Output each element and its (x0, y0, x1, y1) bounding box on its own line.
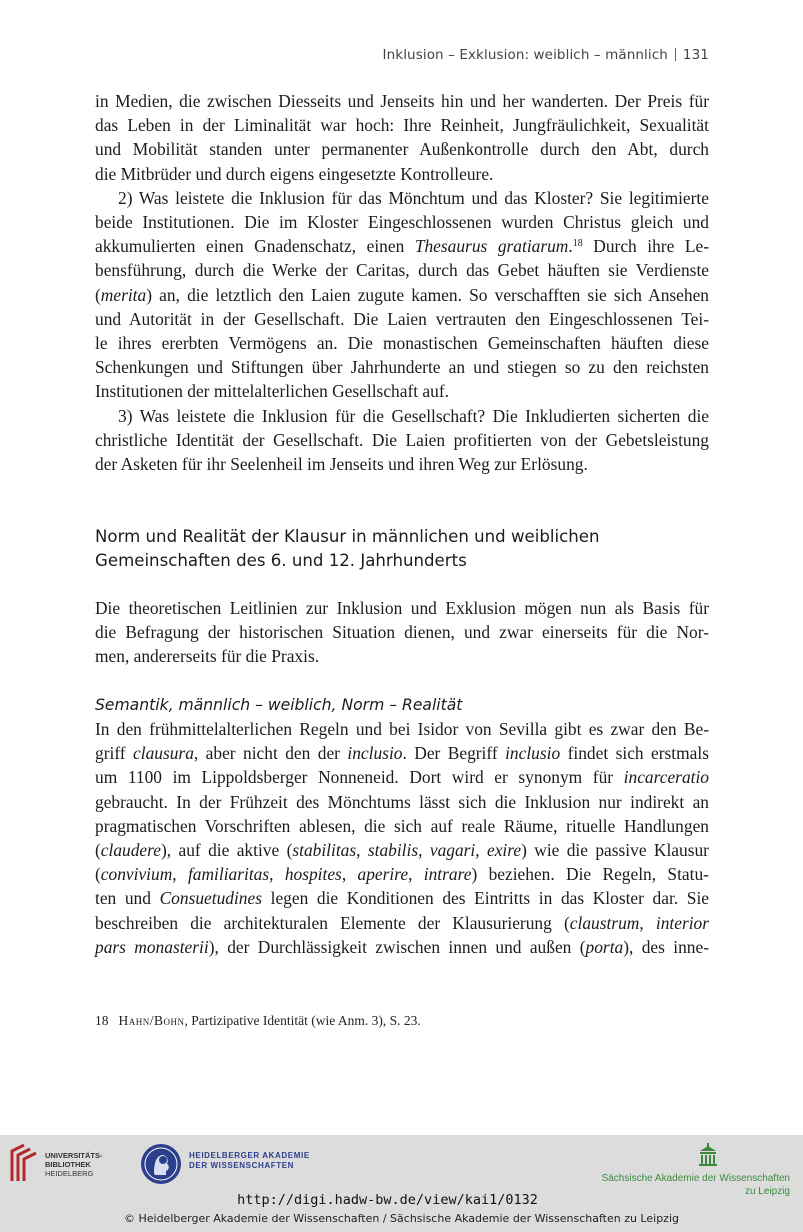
text-line: (convivium, familiaritas, hospites, aperire, intrare) beziehen. Die Regeln, Statu- (95, 864, 709, 885)
body-section-2 (95, 596, 709, 669)
text-line: die Befragung der historischen Situation dienen, und zwar einerseits für die Nor- (95, 622, 709, 643)
university-library-logo-icon[interactable] (8, 1141, 42, 1185)
text-line: 3) Was leistete die Inklusion für die Gesellschaft? Die Inkludierten sicherten die (118, 405, 709, 426)
text-line: und Autorität in der Gesellschaft. Die Laien vertrauten den Eingeschlossenen Tei- (95, 308, 709, 329)
text-line: in Medien, die zwischen Diesseits und Jenseits hin und her wanderten. Der Preis für (95, 91, 709, 111)
section-heading (95, 525, 715, 573)
copyright-notice: © Heidelberger Akademie der Wissenschaften / Sächsische Akademie der Wissenschaften zu Leipzig (123, 1212, 679, 1225)
text-line: bensführung, durch die Werke der Caritas, durch das Gebet häuften sie Verdienste (95, 260, 709, 281)
text-line: pragmatischen Vorschriften ablesen, die sich auf reale Räume, rituelle Handlungen (95, 815, 709, 836)
text-line: le ihres ererbten Vermögens an. Die monastischen Gemeinschaften häuften diese (95, 333, 709, 354)
text-line: 2) Was leistete die Inklusion für das Mönchtum und das Kloster? Sie legitimierte (118, 187, 709, 208)
subheading: Semantik, männlich – weiblich, Norm – Realität (95, 696, 463, 714)
university-library-logo-text: UNIVERSITÄTS- BIBLIOTHEK HEIDELBERG (45, 1151, 103, 1178)
text-line: Institutionen der mittelalterlichen Gesellschaft auf. (95, 381, 449, 402)
running-title: Inklusion – Exklusion: weiblich – männlich (382, 47, 668, 63)
text-line: gebraucht. In der Frühzeit des Mönchtums lässt sich die Inklusion nur indirekt an (95, 791, 709, 812)
body-section-3 (95, 717, 709, 959)
text-line: beide Institutionen. Die im Kloster Eingeschlossenen wurden Christus gleich und (95, 212, 709, 233)
source-url-link[interactable]: http://digi.hadw-bw.de/view/kai1/0132 (237, 1192, 538, 1208)
heading-line: Norm und Realität der Klausur in männlichen und weiblichen (95, 527, 600, 546)
text-line: beschreiben die architekturalen Elemente der Klausurierung (claustrum, interior (95, 912, 710, 933)
running-head (383, 47, 709, 63)
text-line: In den frühmittelalterlichen Regeln und bei Isidor von Sevilla gibt es zwar den Be- (95, 719, 709, 739)
text-line: (merita) an, die letztlich den Laien zugute kamen. So verschafften sie sich Ansehen (95, 284, 709, 305)
text-line: men, andererseits für die Praxis. (95, 646, 320, 667)
text-line: pars monasterii), der Durchlässigkeit zwischen innen und außen (porta), des inne- (95, 936, 710, 957)
footnote (95, 1013, 421, 1029)
saxon-academy-logo-text: Sächsische Akademie der Wissenschaften zu Leipzig (601, 1173, 790, 1197)
text-line: (claudere), auf die aktive (stabilitas, stabilis, vagari, exire) wie die passive Klausur (95, 840, 709, 861)
text-line: akkumulierten einen Gnadenschatz, einen Thesaurus gratiarum.$^{18}$ Durch ihre Le- (95, 236, 709, 257)
heading-line: Gemeinschaften des 6. und 12. Jahrhunderts (95, 551, 467, 570)
text-line: die Mitbrüder und durch eigens eingesetzte Kontrolleure. (95, 163, 494, 184)
text-line: um 1100 im Lippoldsberger Nonneneid. Dort wird er synonym für incarceratio (95, 767, 709, 788)
text-line: Die theoretischen Leitlinien zur Inklusion und Exklusion mögen nun als Basis für (95, 598, 709, 618)
footnote-number: 18 (95, 1013, 109, 1028)
header-divider (675, 48, 676, 61)
text-line: und Mobilität standen unter permanenter Außenkontrolle durch den Abt, durch (95, 139, 709, 160)
text-line: christliche Identität der Gesellschaft. Die Laien profitierten von der Gebetsleistung (95, 429, 709, 450)
academy-logo-text: HEIDELBERGER AKADEMIE DER WISSENSCHAFTEN (189, 1151, 310, 1170)
text-line: das Leben in der Liminalität war hoch: Ihre Reinheit, Jungfräulichkeit, Sexualität (95, 115, 709, 136)
page-number: 131 (682, 47, 709, 63)
text-line: griff clausura, aber nicht den der inclusio. Der Begriff inclusio findet sich erstmals (95, 743, 709, 764)
footnote-ref: 18 (572, 238, 583, 250)
text-line: ten und Consuetudines legen die Konditionen des Eintritts in das Kloster dar. Sie (95, 888, 709, 909)
footnote-text: , Partizipative Identität (wie Anm. 3), S. 23. (184, 1013, 421, 1028)
academy-seal-icon[interactable] (139, 1142, 183, 1186)
saxon-academy-building-icon[interactable] (698, 1143, 718, 1167)
text-line: der Asketen für ihr Seelenheil im Jenseits und ihren Weg zur Erlösung. (95, 454, 588, 475)
text-line: Schenkungen und Stiftungen über Jahrhunderte an und stiegen so zu den reichsten (95, 357, 709, 378)
footnote-author: Hahn/Bohn (118, 1013, 185, 1028)
body-section-1 (95, 89, 709, 476)
